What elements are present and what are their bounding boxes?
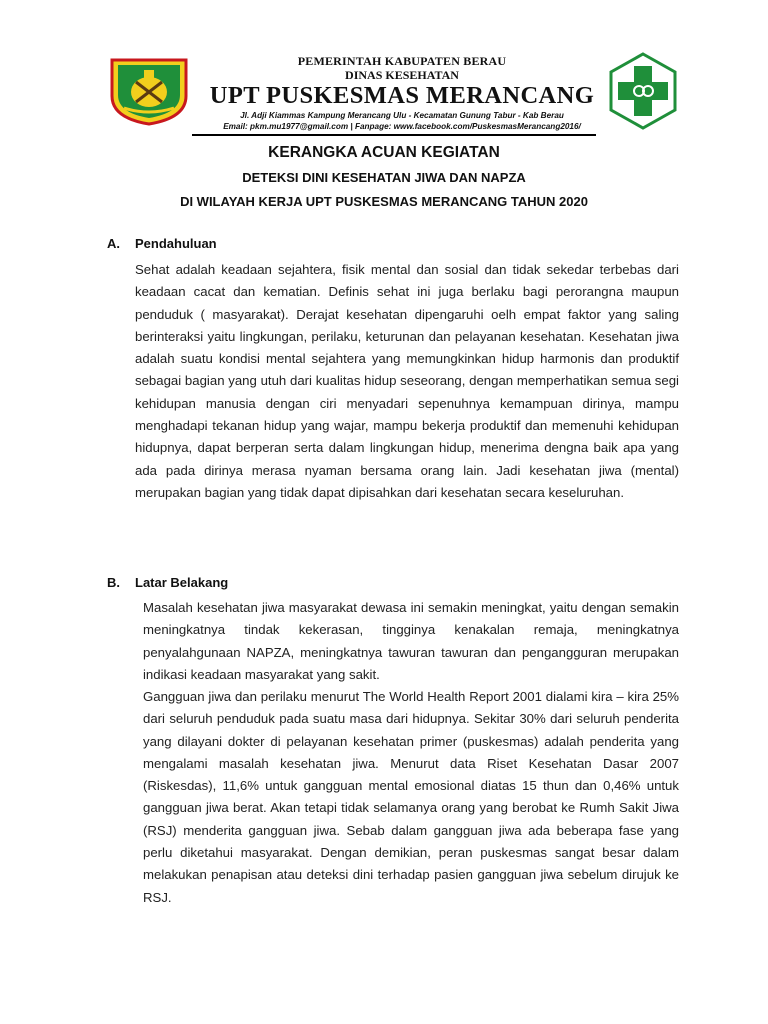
letterhead	[100, 50, 680, 132]
address-line: Jl. Adji Kiammas Kampung Merancang Ulu - Kecamatan Gunung Tabur - Kab Berau	[240, 111, 564, 120]
section-title: Pendahuluan	[135, 236, 217, 251]
section-number: A.	[107, 236, 120, 251]
section-number: B.	[107, 575, 120, 590]
puskesmas-cross-logo	[608, 52, 678, 130]
section-b-paragraph-2: Gangguan jiwa dan perilaku menurut The World Health Report 2001 dialami kira – kira 25% dari seluruh penduduk pada suatu masa dari hidupnya. Sekitar 30% dari seluruh penderita yang dilayani dokter di pelayanan kesehatan primer (puskesmas) adalah penderita yang mengalami masalah kesehatan jiwa. Menurut data Riset Kesehatan Dasar 2007 (Riskesdas), 11,6% untuk gangguan mental emosional diatas 15 thun dan 0,46% untuk gangguan jiwa berat. Akan tetapi tidak selamanya orang yang berobat ke Rumh Sakit Jiwa (RSJ) menderita gangguan jiwa. Sebab dalam gangguan jiwa ada beberapa fase yang perlu diketahui masyarakat. Dengan demikian, peran puskesmas sangat besar dalam melakukan penapisan atau deteksi dini terhadap pasien gangguan jiwa sebelum dirujuk ke RSJ.	[143, 689, 679, 905]
institution-title: UPT PUSKESMAS MERANCANG	[209, 82, 595, 109]
berau-emblem-logo	[108, 56, 190, 126]
section-title: Latar Belakang	[135, 575, 229, 590]
section-a-heading	[107, 236, 217, 251]
document-subtitle-1: DETEKSI DINI KESEHATAN JIWA DAN NAPZA	[242, 170, 526, 185]
letterhead-divider	[192, 134, 596, 136]
department-name: DINAS KESEHATAN	[345, 68, 459, 82]
section-b-paragraph-1: Masalah kesehatan jiwa masyarakat dewasa ini semakin meningkat, yaitu dengan semakin meningkatnya tindak kekerasan, tingginya kenakalan remaja, meningkatnya penyalahgunaan NAPZA, meningkatnya tawuran tawuran dan pengangguran merupakan indikasi keadaan masyarakat yang sakit.	[143, 600, 679, 682]
contact-line: Email: pkm.mu1977@gmail.com | Fanpage: www.facebook.com/PuskesmasMerancang2016/	[223, 122, 581, 131]
letterhead-text	[192, 54, 612, 132]
document-subtitle-2: DI WILAYAH KERJA UPT PUSKESMAS MERANCANG TAHUN 2020	[180, 194, 588, 209]
section-b-heading	[107, 575, 228, 590]
section-a-paragraph: Sehat adalah keadaan sejahtera, fisik mental dan sosial dan tidak sekedar terbebas dari keadaan cacat dan kematian. Definis sehat ini juga berlaku bagi perorangna maupun penduduk ( masyarakat). Derajat kesehatan dipengaruhi oelh empat faktor yang saling berinteraksi yaitu lingkungan, perilaku, keturunan dan pelayanan kesehatan. Kesehatan jiwa adalah suatu kondisi mental sejahtera yang memungkinkan hidup harmonis dan produktif sebagai bagian yang utuh dari kualitas hidup seseorang, dengan memperhatikan semua segi kehidupan manusia dengan ciri menyadari sepenuhnya kemampuan dirinya, mampu menghadapi tekanan hidup yang wajar, mampu bekerja produktif dan memenuhi kehidupan hidupnya, dapat berperan serta dalam lingkungan hidup, menerima dengna baik apa yang ada pada dirinya merasa nyaman bersama orang lain. Jadi kesehatan jiwa (mental) merupakan bagian yang tidak dapat dipisahkan dari kesehatan secara keseluruhan.	[135, 262, 679, 500]
document-title: KERANGKA ACUAN KEGIATAN	[268, 144, 500, 161]
government-name: PEMERINTAH KABUPATEN BERAU	[297, 54, 507, 68]
